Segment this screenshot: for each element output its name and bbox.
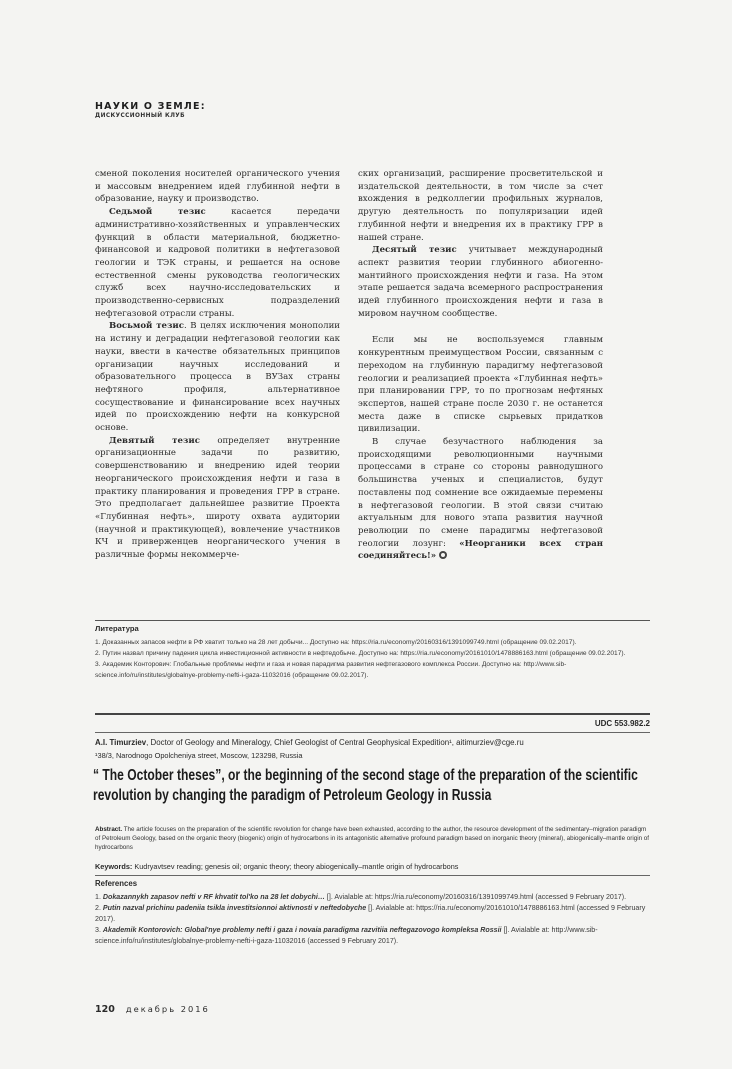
paragraph: сменой поколения носителей органического учения и массовым внедрением идей глубинной нефти в образование, науку и производство. bbox=[95, 169, 340, 205]
reference-item: 1. Доказанных запасов нефти в РФ хватит только на 28 лет добычи... Доступно на: https://ria.ru/economy/20160316/1391099749.html (обращение 09.02.2017). bbox=[95, 639, 577, 646]
author-details: , Doctor of Geology and Mineralogy, Chief Geologist of Central Geophysical Expedition¹, aitimurziev@cge.ru bbox=[146, 738, 524, 747]
references-ru bbox=[95, 620, 650, 682]
paragraph: ских организаций, расширение просветительской и издательской деятельности, в том числе за счет вхождения в редколлегии профильных журналов, другую деятельность по популяризации идей глубинной нефти и внедрения их в практику ГРР в нашей стране. bbox=[358, 169, 603, 243]
author-line bbox=[95, 737, 655, 749]
section-divider bbox=[95, 713, 650, 715]
page-number: 120 bbox=[95, 1004, 115, 1015]
reference-item: 1. Dokazannykh zapasov nefti v RF khvatit tol'ko na 28 let dobychi… []. Avialable at: https://ria.ru/economy/20160316/1391099749.html (accessed 9 February 2017). bbox=[95, 893, 627, 901]
body-column-left bbox=[95, 168, 340, 562]
udc-code: UDC 553.982.2 bbox=[594, 719, 650, 728]
keywords-label: Keywords: bbox=[95, 862, 133, 871]
paragraph-tenth-thesis: Десятый тезис учитывает международный аспект развития теории глубинного абиогенно-мантийного происхождения нефти и газа. На этом этапе решается задача всемерного распространения идей глубинного происхождения нефти и газа в мировом научном сообществе. bbox=[358, 245, 604, 319]
section-title: НАУКИ О ЗЕМЛЕ: bbox=[95, 101, 206, 112]
abstract bbox=[95, 825, 653, 853]
end-mark-icon bbox=[439, 551, 447, 559]
thesis-lead: Восьмой тезис bbox=[109, 321, 184, 332]
author-name: A.I. Timurziev bbox=[95, 738, 147, 747]
section-header bbox=[95, 101, 206, 119]
thesis-lead: Десятый тезис bbox=[372, 245, 457, 256]
references-ru-list bbox=[95, 638, 650, 681]
paragraph: Если мы не воспользуемся главным конкурентным преимуществом России, связанным с переходом на глубинную парадигму нефтегазовой геологии и реализацией проекта «Глубинная нефть» при планировании ГРР, то по прогнозам нефтяных экспертов, нашей стране после 2030 г. не останется места даже в списке сырьевых придатков цивилизации. bbox=[358, 335, 603, 435]
thesis-lead: Девятый тезис bbox=[109, 435, 200, 446]
section-subtitle: ДИСКУССИОННЫЙ КЛУБ bbox=[95, 113, 185, 119]
body-column-right bbox=[358, 168, 603, 563]
references-en bbox=[95, 879, 653, 947]
reference-item: 2. Putin nazval prichinu padeniia tsikla investitsionnoi aktivnosti v neftedobyche []. Avialable at: https://ria.ru/economy/20161010/1478886163.html (accessed 9 February 2017). bbox=[95, 904, 646, 923]
abstract-text: The article focuses on the preparation of the scientific revolution for change have been exhausted, according to the author, the resource development of the sedimentary–migration paradigm of Petroleum Geology, based on the organic theory (biogenic) origin of hydrocarbons in its antagonistic alternative profound paradigm based on inorganic theory (mineral), abiogenically–mantle origin of hydrocarbons bbox=[95, 826, 650, 852]
references-en-list bbox=[95, 892, 653, 946]
paragraph-ninth-thesis: Девятый тезис определяет внутренние организационные задачи по развитию, совершенствованию и внедрению идей теории неорганического происхождения нефти и газа в практику планирования и проведения ГРР в стране. Это предполагает дальнейшее развитие Проекта «Глубинная нефть», широту охвата аудитории (научной и практикующей), вовлечение участников КЧ и приверженцев неорганического учения в различные формы некоммерче- bbox=[95, 435, 340, 561]
divider bbox=[95, 875, 650, 876]
reference-item: 3. Академик Конторович: Глобальные проблемы нефти и газа и новая парадигма развития нефтегазового комплекса России. Доступно на: http://www.sib-science.info/ru/institutes/globalnye-problemy-nefti-i-gaza-11032016 (обращение 09.02.2017). bbox=[95, 661, 567, 679]
divider bbox=[95, 620, 650, 621]
paragraph-eighth-thesis: Восьмой тезис. В целях исключения монополии на истину и деградации нефтегазовой геологии как науки, ввести в качестве обязательных принципов организации научных исследований и образовательного процесса в ВУЗах страны нефтяного профиля, альтернативное сосуществование и финансирование всех научных идей по происхождению нефти на конкурсной основе. bbox=[95, 321, 340, 434]
references-ru-title: Литература bbox=[95, 624, 139, 633]
paragraph-seventh-thesis: Седьмой тезис касается передачи административно-хозяйственных и управленческих функций в области материальной, бюджетно-финансовой и кадровой политики в нефтегазовой геологии и ТЭК страны, и решается на основе естественной смены руководства геологических служб всех научно-исследовательских и производственно-сервисных подразделений нефтегазовой отрасли страны. bbox=[95, 207, 340, 319]
divider bbox=[95, 732, 650, 733]
keywords-text: Kudryavtsev reading; genesis oil; organic theory; theory abiogenically–mantle origin of hydrocarbons bbox=[132, 862, 459, 871]
reference-item: 2. Путин назвал причину падения цикла инвестиционной активности в нефтедобыче. Доступно на: https://ria.ru/economy/20161010/1478886163.html (обращение 09.02.2017). bbox=[95, 650, 626, 658]
author-address: ¹38/3, Narodnogo Opolcheniya street, Moscow, 123298, Russia bbox=[95, 751, 303, 760]
paragraph-conclusion: В случае безучастного наблюдения за происходящими революционными научными процессами в стране со стороны равнодушного большинства ученых и специалистов, будут поставлены под сомнение все ожидаемые перемены в нефтегазовой геологии. В этой связи считаю актуальным для нового этапа развития научной революции по смене парадигмы нефтегазовой геологии лозунг: «Неорганики всех стран соединяйтесь!» bbox=[358, 437, 603, 562]
page-footer bbox=[95, 1004, 210, 1015]
abstract-label: Abstract. bbox=[95, 826, 123, 833]
keywords bbox=[95, 862, 653, 871]
issue-date: декабрь 2016 bbox=[125, 1004, 210, 1014]
references-en-title: References bbox=[95, 879, 138, 888]
thesis-lead: Седьмой тезис bbox=[109, 207, 206, 218]
reference-item: 3. Akademik Kontorovich: Global'nye problemy nefti i gaza i novaia paradigma razvitiia neftegazovogo kompleksa Rossii []. Avialable at: http://www.sib-science.info/ru/institutes/globalnye-problemy-nefti-i-gaza-11032016 (accessed 9 February 2017). bbox=[95, 926, 598, 945]
slogan: «Неорганики всех стран соединяйтесь!» bbox=[358, 538, 603, 562]
english-title: “ The October theses”, or the beginning of the second stage of the preparation of the scientific revolution by changing the paradigm of Petroleum Geology in Russia bbox=[93, 767, 638, 804]
